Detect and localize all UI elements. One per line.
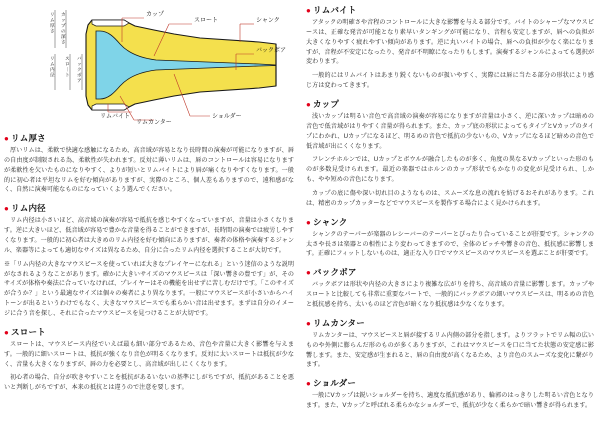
svg-text:カ: カ (61, 12, 66, 17)
section-throat (4, 326, 294, 393)
paragraph: 浅いカップは明るい音色で高音域の演奏が容易になりますが音量は小さく、逆に深いカップは暗めの音色で低音域がはりやすく音量が得られます。また、カップ底の形状によってもタイプとVカップのタイプにわかれ、Uカップになるほど、明るめの音色で抵抗の少ないもの、Vカップになるほど暗めの音色で低音域が出にくくなります。 (306, 113, 594, 150)
section-heading-rim-thickness: ● リム厚さ (4, 133, 46, 143)
svg-text:プ: プ (61, 23, 66, 28)
paragraph: フレンチホルンでは、Uカップとボウルが融合したものが多く、角度の異なるVカップといった形のものが多数見受けられます。最近の楽器ではホルンのカップ形状でもかなりの変化が見受けられ、しかも、やや短めの音色になります。 (306, 156, 594, 184)
svg-text:の: の (61, 28, 66, 34)
svg-text:リ: リ (50, 56, 55, 61)
paragraph: アタックの明確さや音程のコントロールに大きな影響を与える部分です。バイトのシャープなマウスピースは、正確な発音が可能となり素早いタンギングが可能になり、音程も安定しますが、唇への負担が大きくなりやすく疲れやすい傾向があります。逆に丸いバイトの場合、唇への負担が少なく楽になりますが、音程が不安定になったり、発音が不明瞭になったりもします。演奏するジャンルによっても選択が変わります。 (306, 19, 594, 66)
paragraph: 厚いリムは、柔軟で快適な感触になるため、高音域が容易となり長時間の演奏が可能になりますが、唇の自由度が制限される為、柔軟性が失われます。反対に薄いリムは、唇のコントロールは容易になりますが柔軟性を欠いたものになりやすく、よりが短いとリムバイトにより唇が痛くなりやすくなります。一般的に初心者は平坦なリムを好む傾向がありますが、実際のところ、個人差もありますので、遠和感がなく、自然に演奏可能なものになっていくよう選んでください。 (4, 147, 294, 194)
svg-text:厚: 厚 (50, 23, 55, 28)
section-heading-backbore: ● バックボア (306, 267, 357, 278)
paragraph: 初心者の場合、自分が吹きやすいことを抵抗があるいないの基準にしがちですが、抵抗があることを悪いと判断しがちですが、本来の抵抗とは違うので注意を要します。 (4, 374, 294, 392)
callout-rim-counter: リムカンター (136, 120, 172, 126)
section-heading-shank: ● シャンク (306, 216, 348, 227)
mouthpiece-diagram (4, 4, 294, 126)
callout-rim-bite: リムバイト (100, 114, 131, 120)
svg-text:深: 深 (61, 34, 66, 39)
paragraph: ※「リム内径の大きなマウスピースを使っていれば大きなプレイヤーになれる」という迷信のような説明がなされるようなことがあります。確かに大きいサイズのマウスピースは「深い響きの豊です」が、そのサイズが体格や奏法に合っていなければ、プレイヤーはその機能を出せずに苦しむだけです。「このサイズが合うか？」という最適なサイズは個々の奏者により異なります。一般にマウスピースが小さいからハイトーンが出るというわけでもなく、大きなマウスピースでも柔らかい音は出せます。まずは自分のイメージに合う音を探し、それに合ったマウスピースを見つけることが大切です。 (4, 260, 294, 318)
svg-text:リ: リ (50, 12, 55, 17)
section-rim-inner (4, 202, 294, 319)
callout-throat: スロート (194, 18, 219, 24)
section-rim-bite (306, 4, 594, 91)
svg-text:さ: さ (50, 28, 55, 34)
paragraph: リムカンターは、マウスピースと唇が接するリム内側の部分を指します。よりフラットでリム幅の広いものや外側に膨らんだ形のものが多くありますが、これはマウスピースを口に当てた状態の安定感に影響します。また、安定感が生まれると、唇の自由度が高くなるため、より音色のスムーズな変化に繋がります。 (306, 331, 594, 369)
callout-cup: カップ (146, 12, 164, 18)
right-column (300, 0, 600, 431)
section-heading-cup: ● カップ (306, 99, 340, 110)
svg-text:ト: ト (65, 72, 70, 78)
bullet-icon: ● (306, 379, 312, 389)
paragraph: シャンクのテーパーが楽器のレシーバーのテーパーとぴったり合っていることが肝要です。シャンクの太さや長さは楽器との相性により変わってきますので、全体のピッチや響きの音色、抵抗感に影響します。正確にフィットしないものは、適正な入り口でマウスピースのマウスピースを選ぶことが肝要です。 (306, 230, 594, 258)
section-backbore (306, 266, 594, 310)
bullet-icon: ● (306, 268, 312, 278)
bullet-icon: ● (306, 217, 312, 227)
svg-text:さ: さ (61, 39, 66, 45)
bullet-icon: ● (306, 100, 312, 110)
section-heading-rim-counter: ● リムカンター (306, 317, 365, 328)
callout-shank: シャンク (256, 18, 280, 24)
svg-text:ス: ス (65, 56, 70, 61)
svg-text:径: 径 (50, 72, 55, 78)
paragraph: リム内径は小さいほど、高音域の演奏が容易で抵抗を感じやすくなっていますが、音量は小さくなります。逆に大きいほど、低音域が容易で豊かな音量を得ることができますが、長時間の演奏では疲労しやすくなります。一般的に初心者は大きめのリム内径を好む傾向にありますが、奏者の体格や演奏するジャンル、楽器等によっても適切なサイズは異なるため、自分に合ったリム内径を選択することが大切です。 (4, 217, 294, 254)
svg-text:バ: バ (77, 56, 82, 61)
svg-text:ク: ク (77, 67, 82, 72)
svg-text:ッ: ッ (77, 61, 82, 67)
svg-text:｜: ｜ (65, 67, 70, 72)
svg-text:ボ: ボ (77, 72, 82, 78)
bullet-icon: ● (306, 6, 312, 15)
paragraph: カップの底に傷や深い切れ目のようなものは、スムーズな息の流れを妨げるおそれがあります。これは、精密のカップカッターなどでマウスピースを製作する場合によく見かけられます。 (306, 190, 594, 207)
bullet-icon: ● (4, 327, 10, 337)
section-rim-thickness (4, 132, 294, 195)
svg-text:内: 内 (50, 67, 55, 72)
svg-text:ア: ア (77, 78, 82, 83)
callout-shoulder: ショルダー (212, 114, 242, 120)
bullet-icon: ● (4, 204, 10, 214)
section-heading-shoulder: ● ショルダー (306, 378, 357, 389)
section-heading-rim-inner: ● リム内径 (4, 203, 46, 214)
svg-text:ム: ム (50, 61, 55, 67)
svg-text:ロ: ロ (65, 61, 70, 67)
svg-text:ッ: ッ (61, 17, 66, 23)
section-heading-rim-bite: ● リムバイト (306, 5, 357, 15)
section-shank (306, 216, 594, 260)
section-rim-counter (306, 317, 594, 370)
bullet-icon: ● (4, 134, 10, 143)
paragraph: 一般にVカップは鋭いショルダーを持ち、適度な抵抗感があり、輪郭のはっきりした明るい音色となります。また、Vカップと呼ばれる柔らかなショルダーで、抵抗が少なく柔らかで暗い響きが得られます。 (306, 392, 594, 410)
section-cup (306, 98, 594, 209)
paragraph: 一般的にはリムバイトはあまり鋭くないものが扱いやすく、実際には唇に当たる部分の形状により感じ方は変わってきます。 (306, 72, 594, 90)
callout-backbore: バックボア (256, 48, 287, 54)
paragraph: スロートは、マウスピース内径でいえば最も細い部分であるため、音色や音量に大きく影響を与えます。一般的に細いスロートは、抵抗が強くなり音色が明るくなります。反対に太いスロートは抵抗が少なく、音量も大きくなりますが、唇の力を必要とし、高音域が出しにくくなります。 (4, 340, 294, 368)
section-heading-throat: ● スロート (4, 326, 46, 337)
paragraph: バックボアは形状や内径の大きさにより複雑な広がりを持ち、高音域の音量に影響します。カップやスロートと比較しても非常に重要なパートで、一般的にバックボアの細いマウスピースは、明るめの音色と抵抗感を持ち、太いものほど音色が暗くなり抵抗感は少なくなります。 (306, 281, 594, 309)
section-shoulder (306, 377, 594, 411)
bullet-icon: ● (306, 318, 312, 328)
svg-text:ム: ム (50, 17, 55, 23)
